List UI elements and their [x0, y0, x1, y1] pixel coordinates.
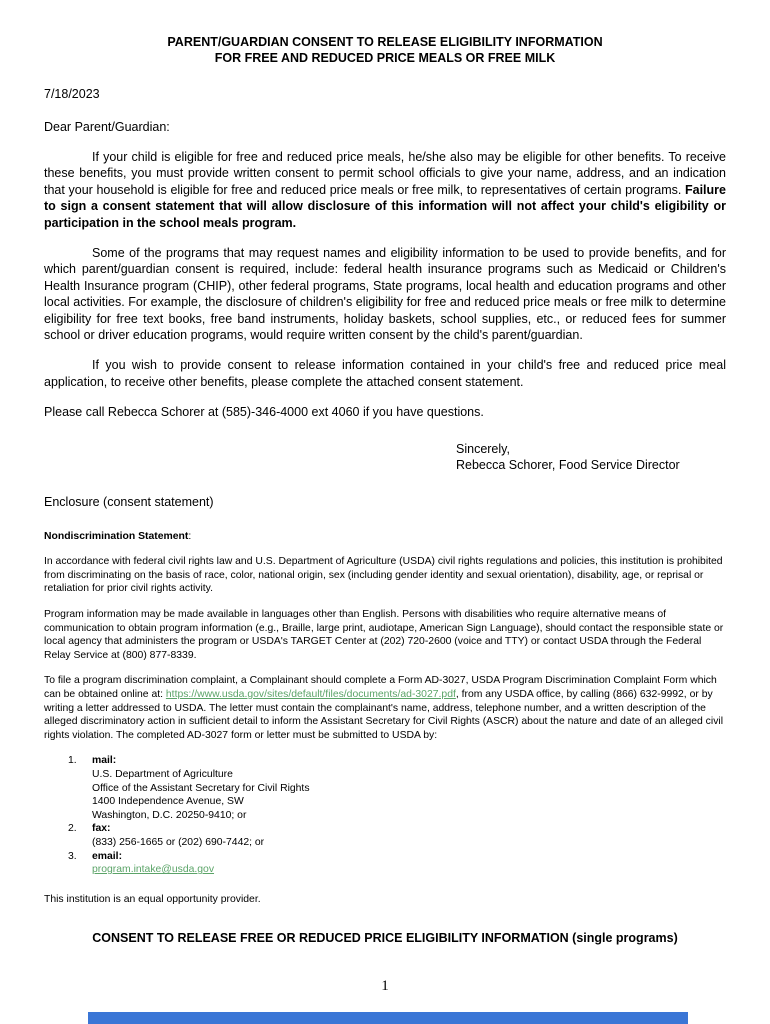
list-item-fax [44, 822, 726, 849]
signature-name-title: Rebecca Schorer, Food Service Director [456, 458, 680, 473]
list-number-1: 1. [68, 755, 77, 767]
list-number-2: 2. [68, 823, 77, 835]
consent-release-heading: CONSENT TO RELEASE FREE OR REDUCED PRICE ELIGIBILITY INFORMATION (single programs) [92, 931, 678, 946]
nondiscrimination-heading [44, 530, 726, 543]
document-title [44, 34, 726, 66]
letter-date: 7/18/2023 [44, 87, 100, 101]
page-number: 1 [381, 978, 389, 995]
nondiscrimination-paragraph-1: In accordance with federal civil rights law and U.S. Department of Agriculture (USDA) civil rights regulations and policies, this institution is prohibited from discriminating on the basis of race, color, national origin, sex (including gender identity and sexual orientation), disability, age, or reprisal or retaliation for prior civil rights activity. [44, 556, 723, 595]
nondiscrimination-heading-colon: : [188, 530, 192, 542]
equal-opportunity-line: This institution is an equal opportunity provider. [44, 893, 261, 905]
signature-block [456, 441, 726, 474]
ad-3027-form-link[interactable]: https://www.usda.gov/sites/default/files/documents/ad-3027.pdf [165, 689, 456, 701]
paragraph-programs: Some of the programs that may request names and eligibility information to be used to provide benefits, and for which parent/guardian consent is required, include: federal health insurance programs such as Medicaid or Children's Health Insurance program (CHIP), other federal programs, State programs, local health and education programs and other local activities. For example, the disclosure of children's eligibility for free and reduced price meals or free milk to determine eligibility for free text books, free band instruments, holiday baskets, school supplies, etc., or reduced fees for summer school or driver education programs, would require written consent by the child's parent/guardian. [44, 246, 726, 343]
mail-address-line-4: Washington, D.C. 20250-9410; or [92, 809, 247, 821]
list-item-mail [44, 754, 726, 822]
mail-address-line-2: Office of the Assistant Secretary for Civil Rights [92, 782, 310, 794]
fax-label: fax: [92, 823, 111, 835]
paragraph-eligibility-bold: Failure to sign a consent statement that will allow disclosure of this information will not affect your child's eligibility or participation in the school meals program. [44, 182, 726, 230]
fax-numbers-line: (833) 256-1665 or (202) 690-7442; or [92, 836, 265, 848]
signature-closing: Sincerely, [456, 441, 510, 456]
salutation: Dear Parent/Guardian: [44, 120, 170, 134]
nondiscrimination-paragraph-3 [44, 674, 726, 742]
document-title-line1: PARENT/GUARDIAN CONSENT TO RELEASE ELIGIBILITY INFORMATION [167, 35, 603, 49]
submission-methods-list [44, 754, 726, 876]
enclosure-line: Enclosure (consent statement) [44, 494, 214, 509]
mail-address-line-1: U.S. Department of Agriculture [92, 769, 233, 780]
nondiscrimination-paragraph-2: Program information may be made available in languages other than English. Persons with disabilities who require alternative means of communication to obtain program information (e.g., Braille, large print, audiotape, American Sign Language), should contact the responsible state or local agency that administers the program or USDA's TARGET Center at (202) 720-2600 (voice and TTY) or contact USDA through the Federal Relay Service at (800) 877-8339. [44, 609, 724, 661]
mail-address-line-3: 1400 Independence Avenue, SW [92, 796, 244, 808]
bottom-page-bar [88, 1012, 688, 1024]
mail-label: mail: [92, 755, 117, 767]
contact-line: Please call Rebecca Schorer at (585)-346-4000 ext 4060 if you have questions. [44, 405, 484, 420]
paragraph-consent-instruction: If you wish to provide consent to release information contained in your child's free and reduced price meal application, to receive other benefits, please complete the attached consent statement. [44, 358, 726, 389]
nondiscrimination-heading-text: Nondiscrimination Statement [44, 530, 189, 542]
program-intake-email-link[interactable]: program.intake@usda.gov [92, 864, 215, 876]
list-number-3: 3. [68, 850, 77, 862]
paragraph-eligibility-text: If your child is eligible for free and reduced price meals, he/she also may be eligible for other benefits. To receive these benefits, you must provide written consent to permit school officials to give your name, address, and an indication that your household is eligible for free and reduced price meals or free milk, to representatives of certain programs. [44, 150, 726, 197]
paragraph-eligibility [44, 149, 726, 231]
complaint-text-before-link: To file a program discrimination complaint, a Complainant should complete a Form AD-3027, USDA Program Discrimination Complaint Form which can be obtained online at: [44, 675, 717, 701]
complaint-text-after-link: , from any USDA office, by calling (866) 632-9992, or by writing a letter addressed to USDA. The letter must contain the complainant's name, address, telephone number, and a written description of the alleged discriminatory action in sufficient detail to inform the Assistant Secretary for Civil Rights (ASCR) about the nature and date of an alleged civil rights violation. The completed AD-3027 form or letter must be submitted to USDA by: [44, 689, 724, 741]
list-item-email [44, 850, 726, 877]
email-label: email: [92, 850, 123, 862]
document-title-line2: FOR FREE AND REDUCED PRICE MEALS OR FREE MILK [214, 51, 556, 65]
